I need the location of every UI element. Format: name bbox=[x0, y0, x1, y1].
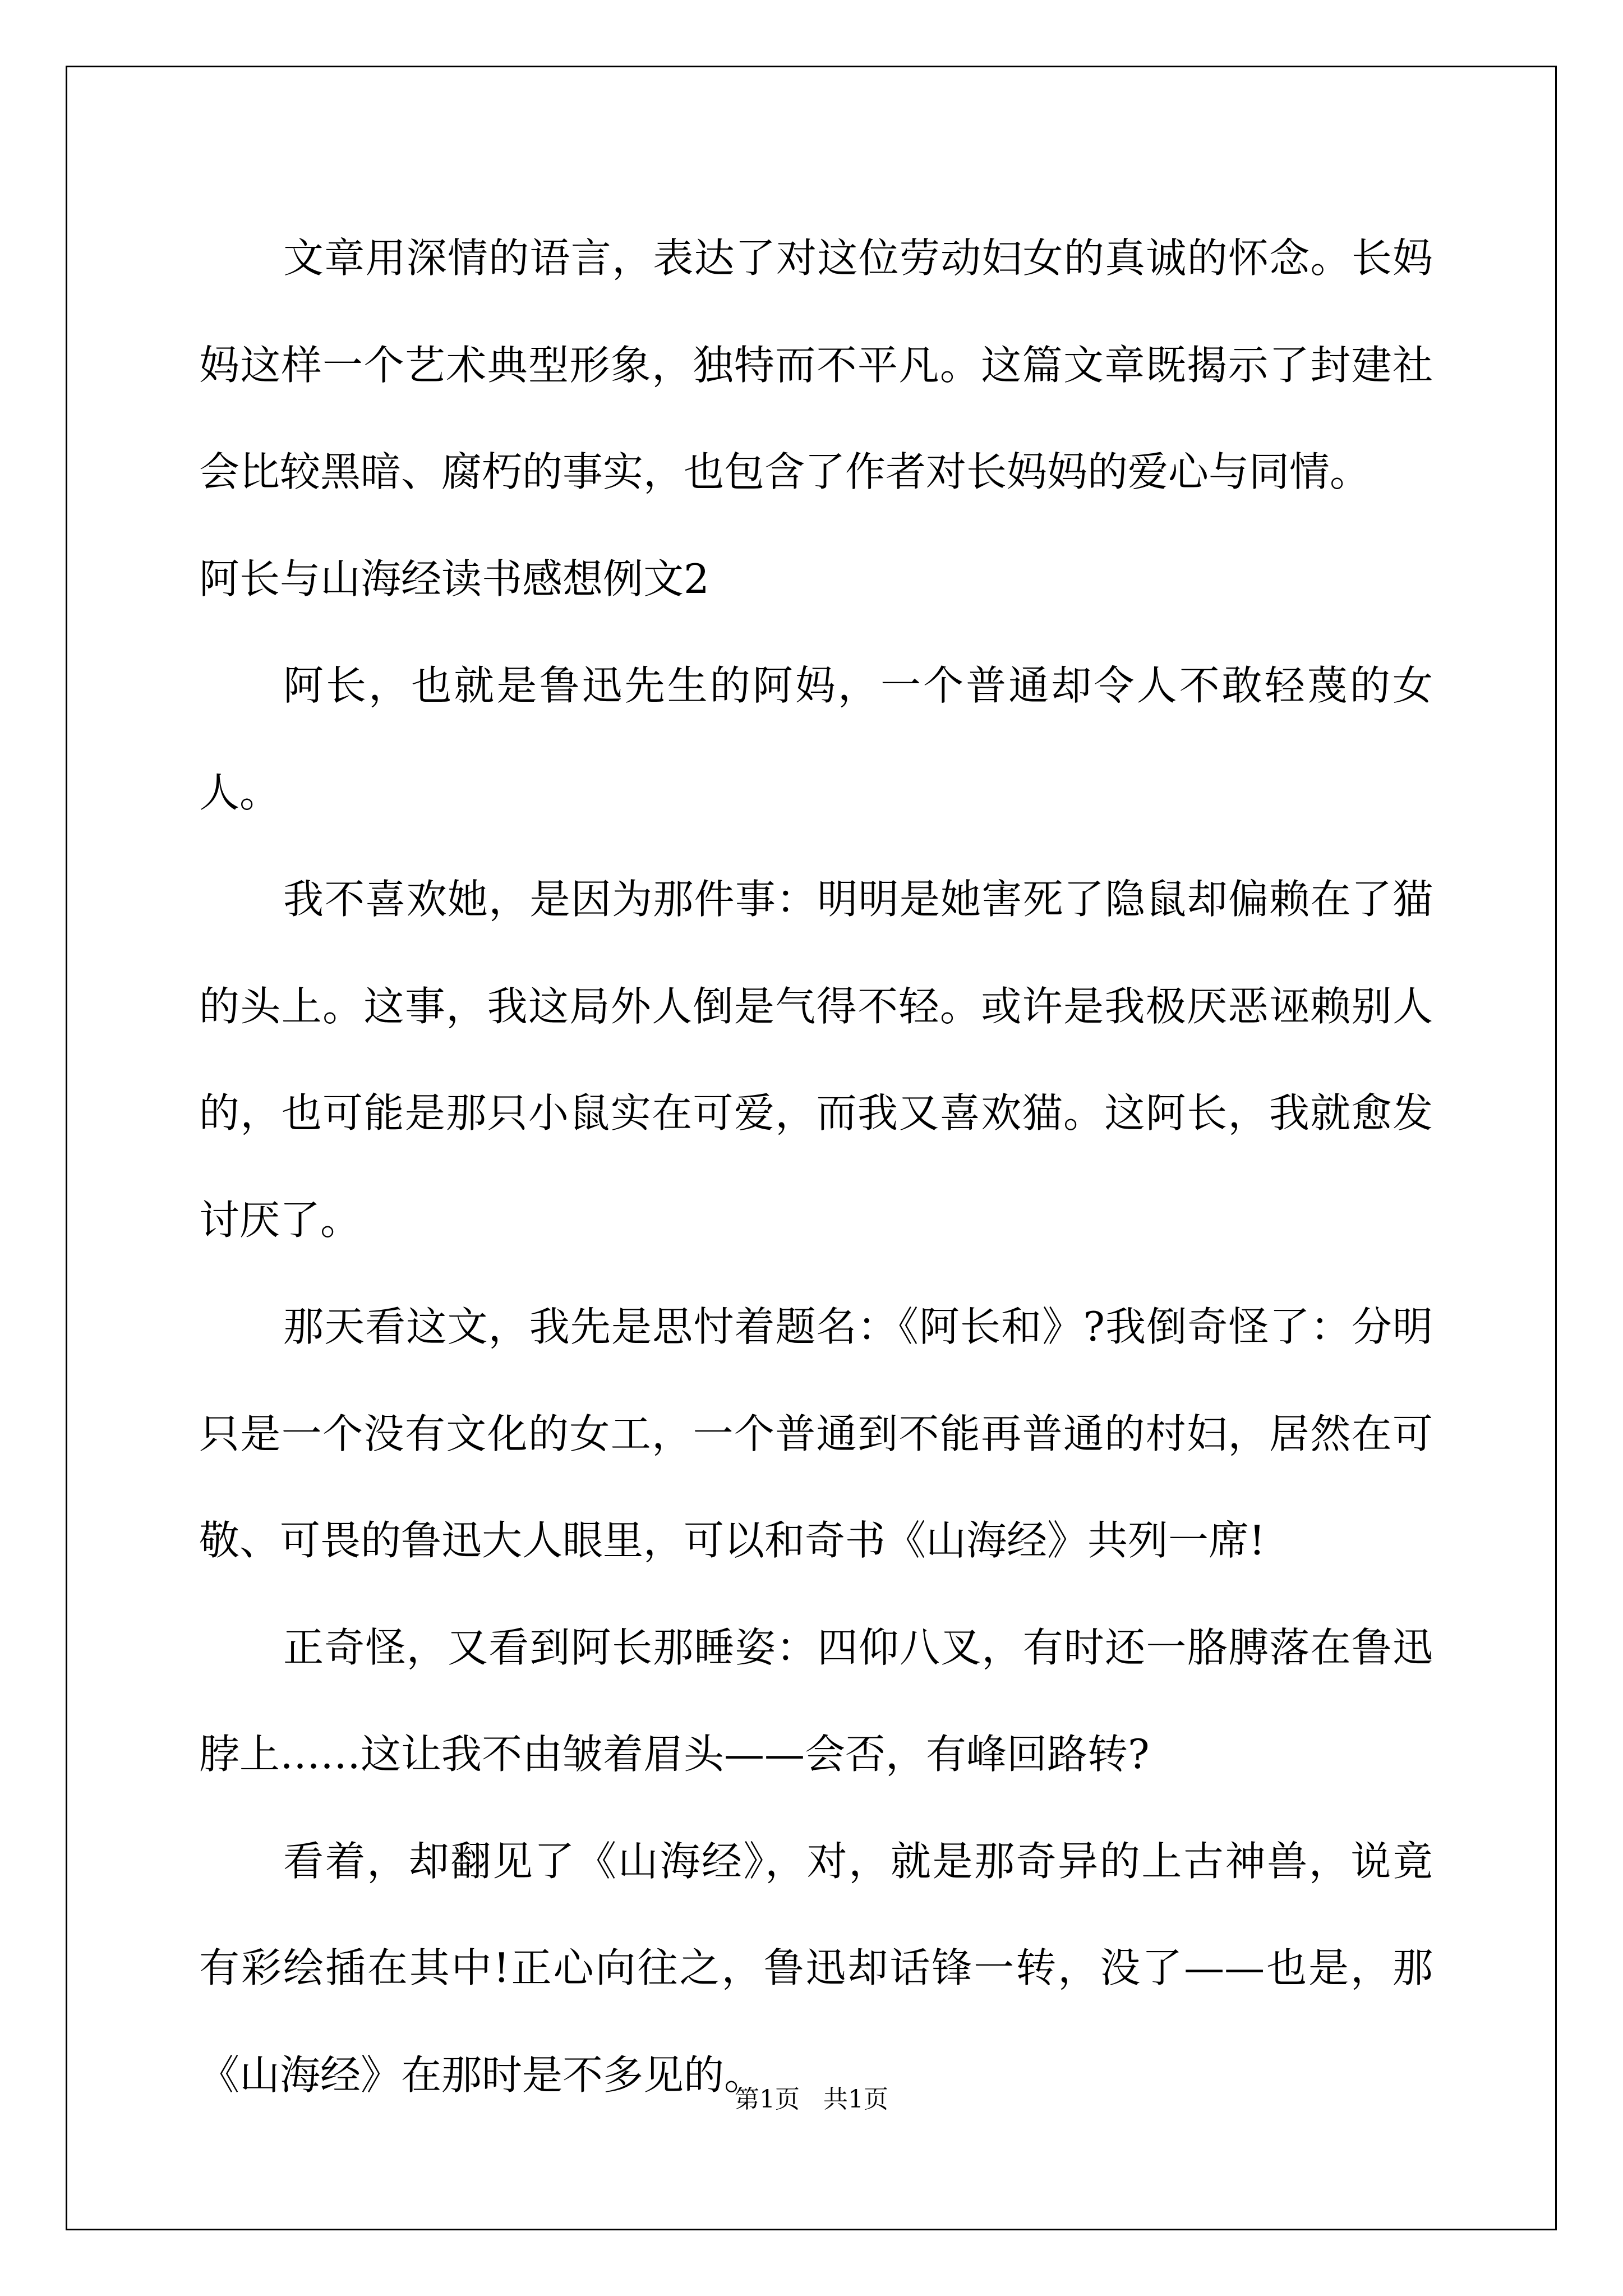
page-total: 共1页 bbox=[823, 2085, 888, 2114]
document-body bbox=[199, 205, 1433, 2128]
paragraph-6: 看着，却翻见了《山海经》，对，就是那奇异的上古神兽，说竟有彩绘插在其中!正心向往之，鲁迅却话锋一转，没了——也是，那《山海经》在那时是不多见的。 bbox=[199, 1837, 1433, 2099]
paragraph-4: 那天看这文，我先是思忖着题名：《阿长和》?我倒奇怪了：分明只是一个没有文化的女工，一个普通到不能再普通的村妇，居然在可敬、可畏的鲁迅大人眼里，可以和奇书《山海经》共列一席! bbox=[199, 1303, 1433, 1564]
paragraph-3: 我不喜欢她，是因为那件事：明明是她害死了隐鼠却偏赖在了猫的头上。这事，我这局外人倒是气得不轻。或许是我极厌恶诬赖别人的，也可能是那只小鼠实在可爱，而我又喜欢猫。这阿长，我就愈发讨厌了。 bbox=[199, 876, 1433, 1244]
paragraph-2: 阿长，也就是鲁迅先生的阿妈，一个普通却令人不敢轻蔑的女人。 bbox=[199, 662, 1433, 816]
section-heading: 阿长与山海经读书感想例文2 bbox=[199, 555, 709, 602]
paragraph-5: 正奇怪，又看到阿长那睡姿：四仰八叉，有时还一胳膊落在鲁迅脖上……这让我不由皱着眉头——会否，有峰回路转? bbox=[199, 1623, 1433, 1778]
page-footer bbox=[0, 2083, 1623, 2116]
page-number: 第1页 bbox=[735, 2085, 800, 2114]
paragraph-1: 文章用深情的语言，表达了对这位劳动妇女的真诚的怀念。长妈妈这样一个艺术典型形象，独特而不平凡。这篇文章既揭示了封建社会比较黑暗、腐朽的事实，也包含了作者对长妈妈的爱心与同情。 bbox=[199, 234, 1433, 495]
